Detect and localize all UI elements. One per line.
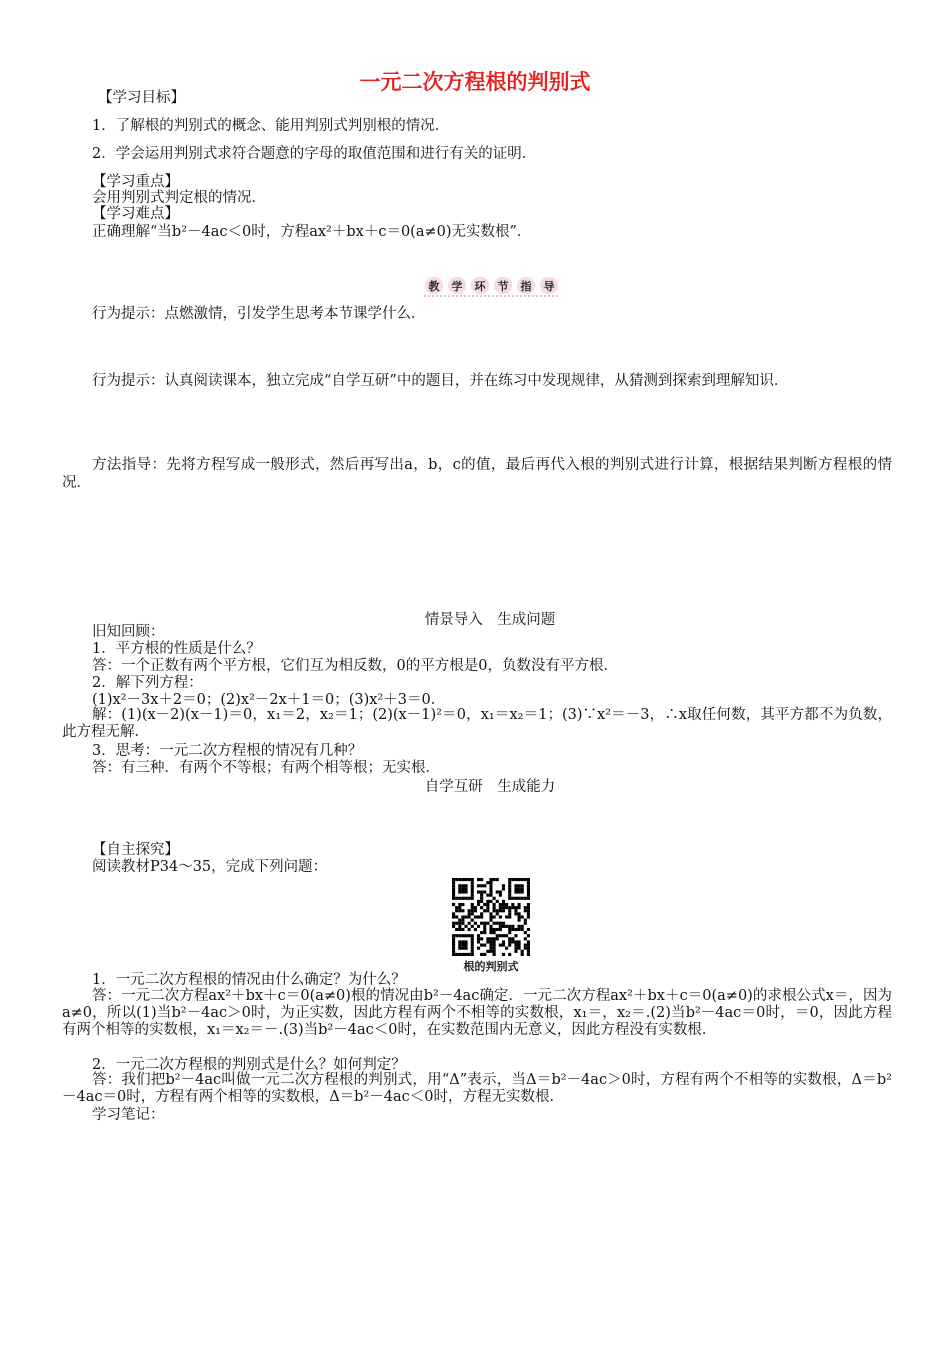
- question-s2-1: 1．一元二次方程根的情况由什么确定？为什么？: [92, 972, 406, 988]
- answer-1: 答：一个正数有两个平方根，它们互为相反数，0的平方根是0，负数没有平方根．: [92, 658, 618, 674]
- section1-heading: 情景导入 生成问题: [424, 612, 556, 628]
- tip-2: 行为提示：认真阅读课本，独立完成“自学互研”中的题目，并在练习中发现规律，从猜测到探索到理解知识．: [92, 373, 789, 389]
- banner-char: 学: [451, 280, 463, 293]
- difficulty-text: 正确理解“当b²－4ac＜0时，方程ax²＋bx＋c＝0(a≠0)无实数根”．: [92, 224, 532, 240]
- qr-code-icon: [452, 878, 530, 956]
- page-title: 一元二次方程根的判别式: [359, 70, 591, 94]
- review-label: 旧知回顾：: [92, 624, 165, 640]
- equations: (1)x²－3x＋2＝0；(2)x²－2x＋1＝0；(3)x²＋3＝0．: [92, 692, 446, 708]
- banner-char: 教: [428, 280, 440, 293]
- banner-char: 指: [520, 280, 532, 293]
- question-2: 2．解下列方程：: [92, 675, 203, 691]
- focus-heading: 【学习重点】: [92, 174, 179, 190]
- answer-3: 答：有三种．有两个不等根；有两个相等根；无实根．: [92, 760, 440, 776]
- question-s2-2: 2．一元二次方程根的判别式是什么？如何判定？: [92, 1057, 406, 1073]
- goals-heading: 【学习目标】: [98, 90, 185, 106]
- answer-s2-1: 答：一元二次方程ax²＋bx＋c＝0(a≠0)根的情况由b²－4ac确定．一元二次方程ax²＋bx＋c＝0(a≠0)的求根公式x＝，因为a≠0，所以(1)当b²－4ac＞0时，为正实数，因此方程有两个不相等的实数根，x₁＝，x₂＝.(2)当b²－4ac＝0时，＝0，因此方程有两个相等的实数根，x₁＝x₂＝－.(3)当b²－4ac＜0时，在实数范围内无意义，因此方程没有实数根．: [62, 988, 893, 1038]
- tip-3: 方法指导：先将方程写成一般形式，然后再写出a，b，c的值，最后再代入根的判别式进行计算，根据结果判断方程根的情况．: [62, 457, 892, 491]
- goal-item-1: 1．了解根的判别式的概念、能用判别式判别根的情况．: [92, 118, 450, 134]
- qr-caption: 根的判别式: [463, 960, 519, 973]
- solution: 解：(1)(x－2)(x－1)＝0，x₁＝2，x₂＝1；(2)(x－1)²＝0，x₁＝x₂＝1；(3)∵x²＝－3，∴x取任何数，其平方都不为负数，此方程无解．: [62, 707, 892, 740]
- banner-char: 导: [543, 280, 555, 293]
- banner-char: 环: [474, 280, 486, 293]
- banner-char: 节: [497, 280, 509, 293]
- study-notes-label: 学习笔记：: [92, 1107, 165, 1123]
- section-banner: [422, 276, 562, 298]
- explore-heading: 【自主探究】: [92, 842, 179, 858]
- section2-heading: 自学互研 生成能力: [424, 779, 556, 795]
- answer-s2-2: 答：我们把b²－4ac叫做一元二次方程根的判别式，用“Δ”表示，当Δ＝b²－4ac＞0时，方程有两个不相等的实数根，Δ＝b²－4ac＝0时，方程有两个相等的实数根，Δ＝b²－4ac＜0时，方程无实数根．: [62, 1072, 892, 1105]
- goal-item-2: 2．学会运用判别式求符合题意的字母的取值范围和进行有关的证明．: [92, 146, 537, 162]
- focus-text: 会用判别式判定根的情况．: [92, 190, 266, 206]
- question-1: 1．平方根的性质是什么？: [92, 641, 261, 657]
- read-instruction: 阅读教材P34～35，完成下列问题：: [92, 859, 328, 875]
- difficulty-heading: 【学习难点】: [92, 206, 179, 222]
- question-3: 3．思考：一元二次方程根的情况有几种？: [92, 743, 363, 759]
- tip-1: 行为提示：点燃激情，引发学生思考本节课学什么．: [92, 306, 426, 322]
